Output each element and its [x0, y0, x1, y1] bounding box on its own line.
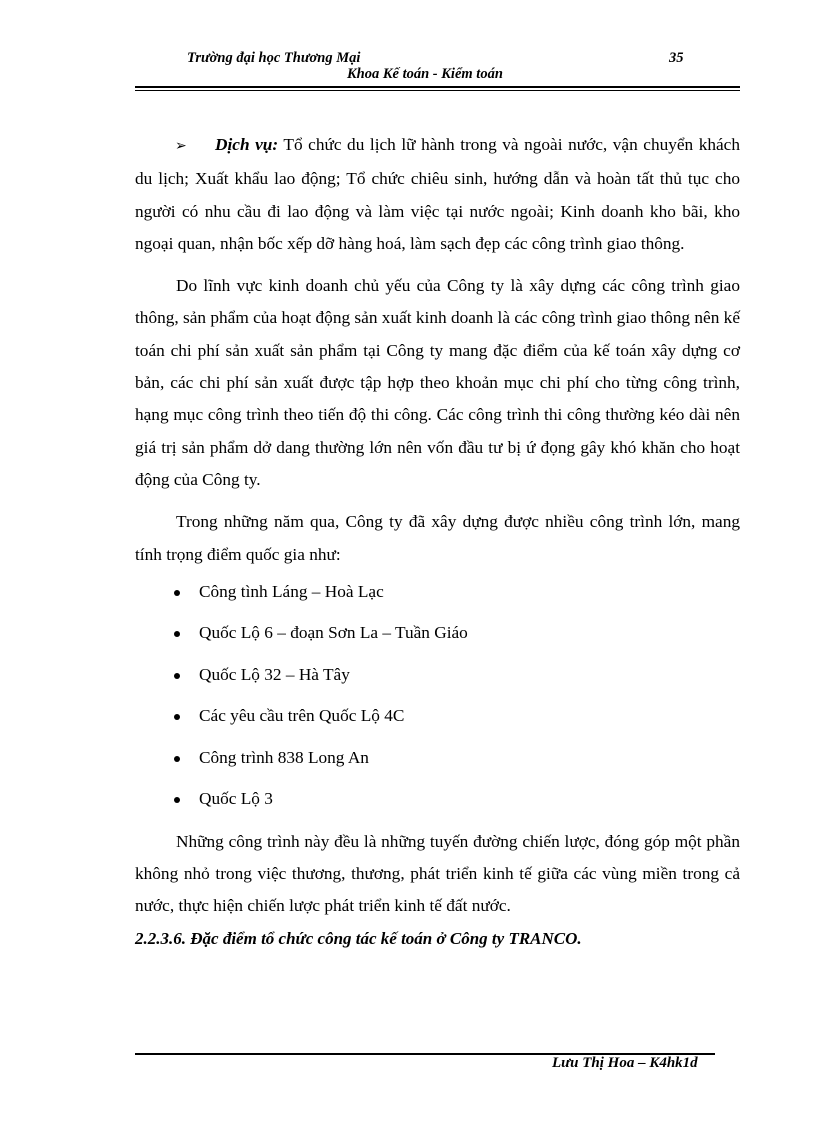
- project-name: Quốc Lộ 3: [199, 789, 273, 809]
- list-item: [135, 664, 740, 706]
- list-item: [135, 747, 740, 789]
- paragraph-projects-intro: Trong những năm qua, Công ty đã xây dựng được nhiều công trình lớn, mang tính trọng điểm quốc gia như:: [135, 512, 740, 564]
- list-item: [135, 622, 740, 664]
- school-name: Trường đại học Thương Mại: [187, 50, 361, 66]
- faculty-name: Khoa Kế toán - Kiểm toán: [347, 66, 503, 82]
- project-list: [135, 581, 740, 830]
- services-paragraph: [135, 129, 740, 260]
- list-item: [135, 581, 740, 623]
- bullet-icon: [174, 631, 180, 637]
- footer-author: Lưu Thị Hoa – K4hk1d: [552, 1055, 698, 1071]
- bullet-icon: [174, 590, 180, 596]
- project-name: Công tình Láng – Hoà Lạc: [199, 581, 384, 601]
- document-body: [135, 129, 740, 951]
- page-number: 35: [669, 50, 684, 66]
- services-lead: Dịch vụ:: [215, 135, 279, 154]
- page-header: [135, 48, 740, 88]
- section-title: 2.2.3.6. Đặc điểm tổ chức công tác kế toán ở Công ty TRANCO.: [135, 928, 582, 948]
- bullet-icon: [174, 756, 180, 762]
- bullet-icon: [174, 797, 180, 803]
- paragraph-strategic-roads: Những công trình này đều là những tuyến đường chiến lược, đóng góp một phần không nhỏ trong việc thương, thương, phát triển kinh tế giữa các vùng miền trong cả nước, thực hiện chiến lược phát triển kinh tế đất nước.: [135, 831, 740, 916]
- project-name: Quốc Lộ 6 – đoạn Sơn La – Tuần Giáo: [199, 623, 468, 643]
- bullet-icon: [174, 714, 180, 720]
- header-rule: [135, 86, 740, 88]
- arrow-bullet-icon: ➢: [175, 139, 187, 154]
- project-name: Quốc Lộ 32 – Hà Tây: [199, 664, 350, 684]
- header-rule-thin: [135, 90, 740, 91]
- services-text: Tổ chức du lịch lữ hành trong và ngoài nước, vận chuyển khách du lịch; Xuất khẩu lao động; Tổ chức chiêu sinh, hướng dẫn và hoàn tất thủ tục cho người có nhu cầu đi lao động và làm việc tại nước ngoài; Kinh doanh kho bãi, kho ngoại quan, nhận bốc xếp dỡ hàng hoá, làm sạch đẹp các công trình giao thông.: [135, 135, 740, 253]
- bullet-icon: [174, 673, 180, 679]
- paragraph-business-field: Do lĩnh vực kinh doanh chủ yếu của Công ty là xây dựng các công trình giao thông, sản phẩm của hoạt động sản xuất kinh doanh là các công trình giao thông nên kế toán chi phí sản xuất sản phẩm tại Công ty mang đặc điểm của kế toán xây dựng cơ bản, các chi phí sản xuất được tập hợp theo khoản mục chi phí cho từng công trình, hạng mục công trình theo tiến độ thi công. Các công trình thi công thường kéo dài nên giá trị sản phẩm dở dang thường lớn nên vốn đầu tư bị ứ đọng gây khó khăn cho hoạt động của Công ty.: [135, 276, 740, 489]
- project-name: Các yêu cầu trên Quốc Lộ 4C: [199, 706, 405, 726]
- project-name: Công trình 838 Long An: [199, 747, 369, 767]
- list-item: [135, 788, 740, 830]
- list-item: [135, 705, 740, 747]
